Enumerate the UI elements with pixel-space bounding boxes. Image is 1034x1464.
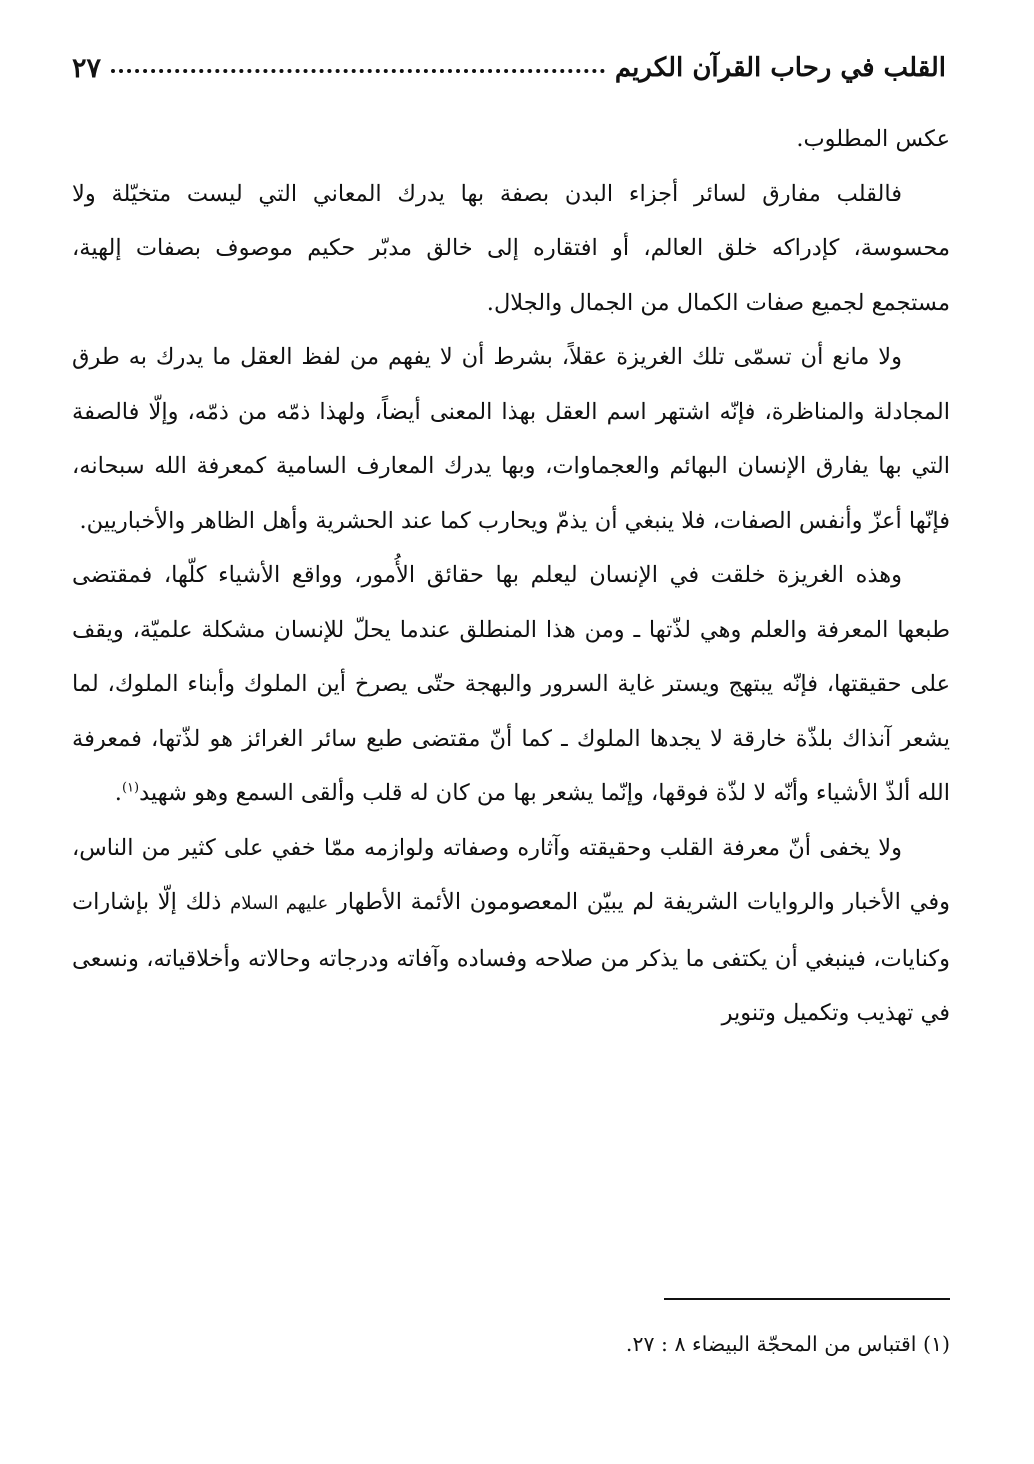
paragraph: فالقلب مفارق لسائر أجزاء البدن بصفة بها يدرك المعاني التي ليست متخيّلة ولا محسوسة، كإدراكه خلق العالم، أو افتقاره إلى خالق مدبّر حكيم موصوف بصفات إلهية، مستجمع لجميع صفات الكمال من الجمال والجلال. (72, 180, 950, 316)
sentence-end: . (114, 780, 122, 806)
honorific-symbol: عليهم السلام (230, 893, 329, 914)
footnote-separator (664, 1298, 950, 1300)
body-text (72, 112, 950, 1041)
paragraph-continuation: عكس المطلوب. (796, 126, 950, 152)
paragraph-text: ولا يخفى أنّ معرفة القلب وحقيقته وآثاره وصفاته ولوازمه ممّا خفي على كثير من الناس، وفي الأخبار والروايات الشريفة لم يبيّن المعصومون الأئمة الأطهار (72, 834, 950, 915)
page-number: ٢٧ (72, 52, 102, 84)
paragraph-text: ذلك إلّا بإشارات وكنايات، فينبغي أن يكتفى ما يذكر من صلاحه وفساده وآفاته ودرجاته وحالاته وأخلاقياته، ونسعى في تهذيب وتكميل وتنوير (72, 889, 950, 1026)
page-header (72, 42, 946, 94)
paragraph-text: وهذه الغريزة خلقت في الإنسان ليعلم بها حقائق الأُمور، وواقع الأشياء كلّها، فمقتضى طبعها المعرفة والعلم وهي لذّتها ـ ومن هذا المنطلق عندما يحلّ للإنسان مشكلة علميّة، ويقف على حقيقتها، فإنّه يبتهج ويستر غاية السرور والبهجة حتّى يصرخ أين الملوك وأبناء الملوك، لما يشعر آنذاك بلذّة خارقة لا يجدها الملوك ـ كما أنّ مقتضى طبع سائر الغرائز هو لذّتها، فمعرفة الله ألذّ الأشياء وأنّه لا لذّة فوقها، وإنّما يشعر بها من كان له قلب وألقى السمع وهو شهيد (72, 562, 950, 806)
paragraph: ولا مانع أن تسمّى تلك الغريزة عقلاً، بشرط أن لا يفهم من لفظ العقل ما يدرك به طرق المجادلة والمناظرة، فإنّه اشتهر اسم العقل بهذا المعنى أيضاً، ولهذا ذمّه من ذمّه، وإلّا فالصفة التي بها يفارق الإنسان البهائم والعجماوات، وبها يدرك المعارف السامية كمعرفة الله سبحانه، فإنّها أعزّ وأنفس الصفات، فلا ينبغي أن يذمّ ويحارب كما عند الحشرية وأهل الظاهر والأخباريين. (72, 344, 950, 534)
footnote: (١) اقتباس من المحجّة البيضاء ٨ : ٢٧. (625, 1332, 950, 1356)
footnote-reference: (١) (121, 780, 140, 796)
paragraph (72, 821, 950, 1041)
running-title: القلب في رحاب القرآن الكريم (614, 53, 946, 83)
leader-dots (111, 69, 605, 73)
paragraph (72, 548, 950, 821)
